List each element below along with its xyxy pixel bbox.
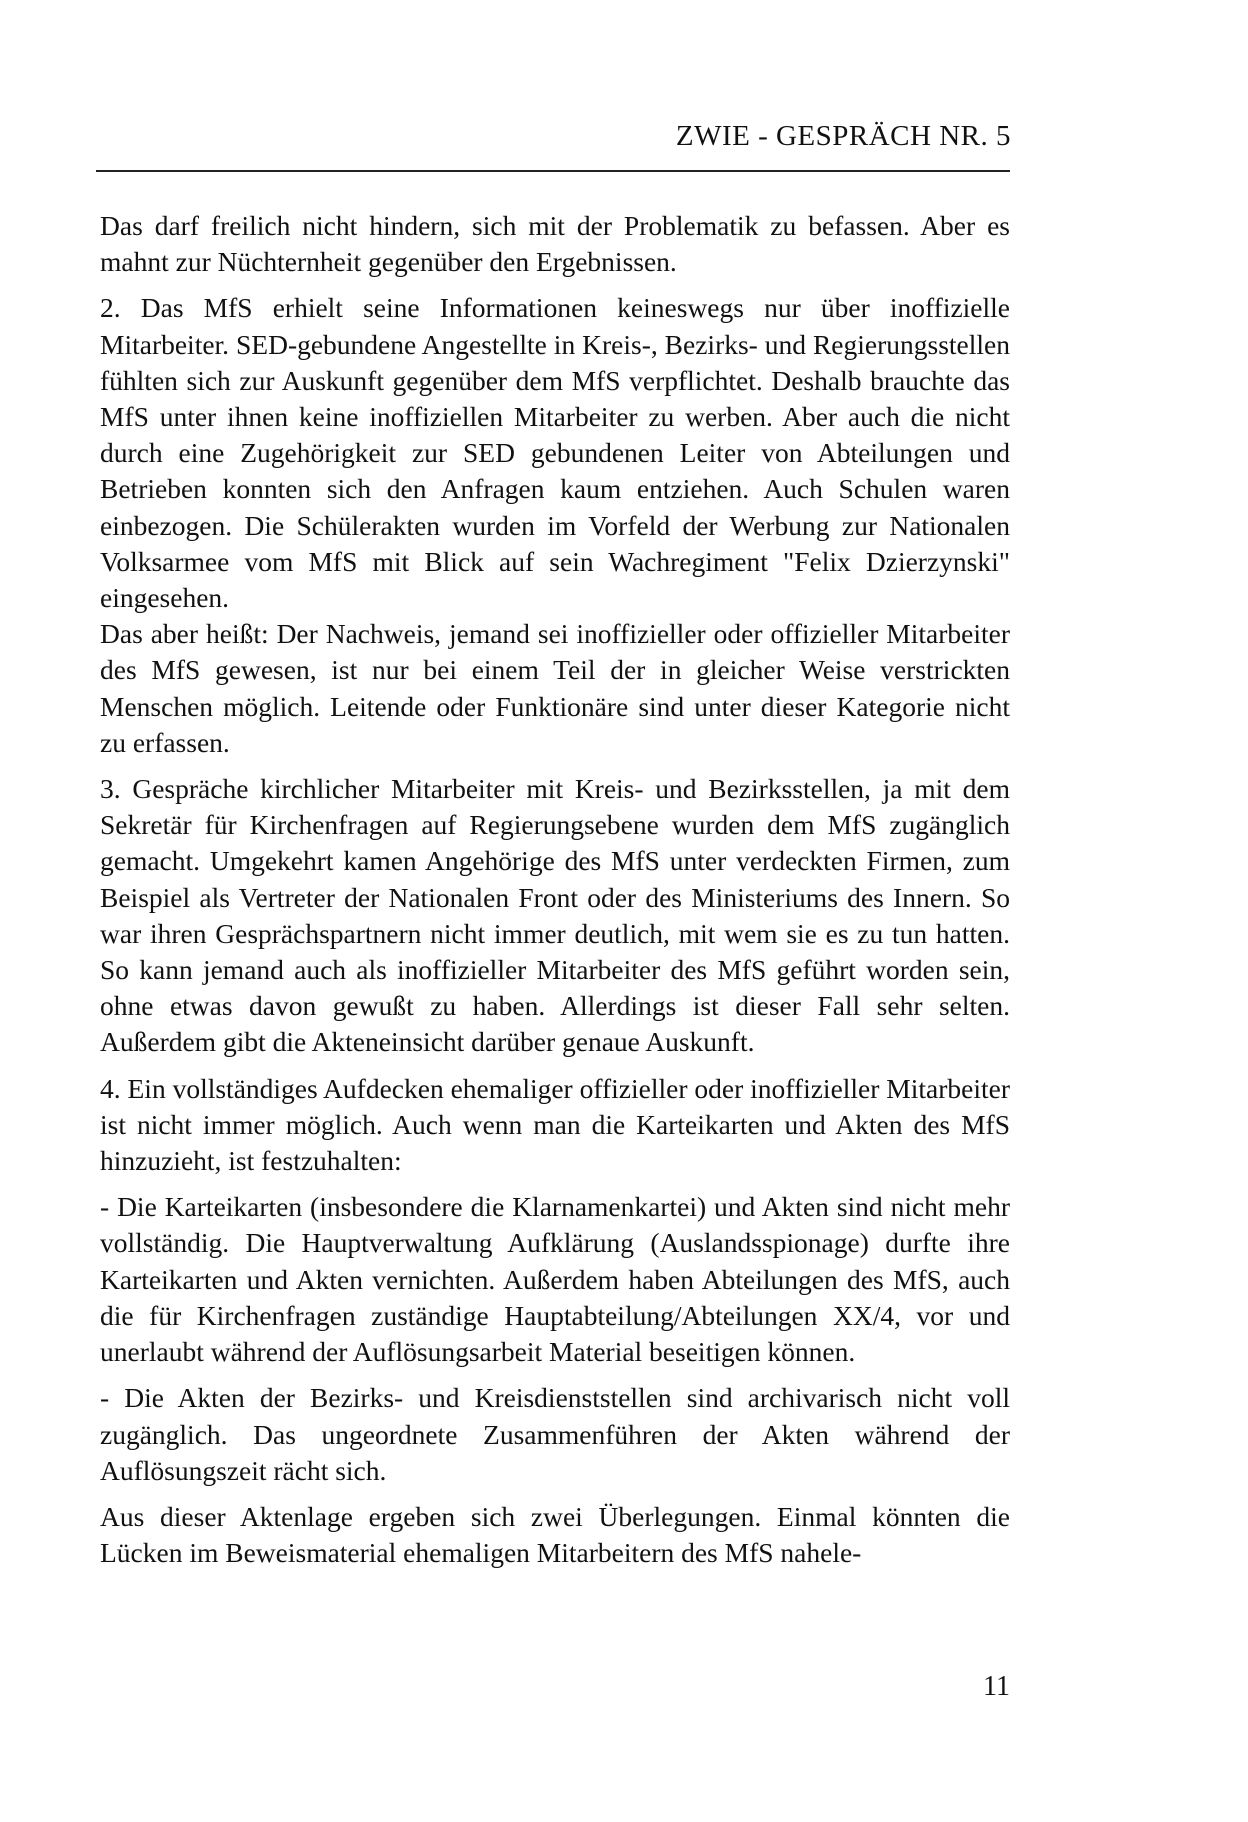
paragraph-bullet-karteikarten: - Die Karteikarten (insbesondere die Klarnamenkartei) und Akten sind nicht mehr vollständig. Die Hauptverwaltung Aufklärung (Auslandsspionage) durfte ihre Karteikarten und Akten vernichten. Außerdem haben Abteilungen des MfS, auch die für Kirchenfragen zuständige Hauptabteilung/Abteilungen XX/4, vor und unerlaubt während der Auflösungsarbeit Material beseitigen können. <box>100 1191 1010 1368</box>
paragraph-consequence: Das aber heißt: Der Nachweis, jemand sei inoffizieller oder offizieller Mitarbeiter des MfS gewesen, ist nur bei einem Teil der in gleicher Weise verstrickten Menschen möglich. Leitende oder Funktionäre sind unter dieser Kategorie nicht zu erfassen. <box>100 618 1010 758</box>
paragraph-conclusion: Aus dieser Aktenlage ergeben sich zwei Überlegungen. Einmal könnten die Lücken im Beweismaterial ehemaligen Mitarbeitern des MfS nahele- <box>100 1500 1010 1569</box>
main-text <box>100 208 1010 1581</box>
paragraph-point-4: 4. Ein vollständiges Aufdecken ehemaliger offizieller oder inoffizieller Mitarbeiter ist nicht immer möglich. Auch wenn man die Karteikarten und Akten des MfS hinzuzieht, ist festzuhalten: <box>100 1072 1010 1177</box>
header-rule <box>96 170 1010 172</box>
running-header: ZWIE - GESPRÄCH NR. 5 <box>675 120 1011 152</box>
paragraph-point-2: 2. Das MfS erhielt seine Informationen keineswegs nur über inoffizielle Mitarbeiter. SED-gebundene Angestellte in Kreis-, Bezirks- und Regierungsstellen fühlten sich zur Auskunft gegenüber dem MfS verpflichtet. Deshalb brauchte das MfS unter ihnen keine inoffiziellen Mitarbeiter zu werben. Aber auch die nicht durch eine Zugehörigkeit zur SED gebundenen Leiter von Abteilungen und Betrieben konnten sich den Anfragen kaum entziehen. Auch Schulen waren einbezogen. Die Schülerakten wurden im Vorfeld der Werbung zur Nationalen Volksarmee vom MfS mit Blick auf sein Wachregiment "Felix Dzierzynski" eingesehen. <box>100 292 1010 614</box>
page-number: 11 <box>983 1671 1010 1702</box>
paragraph-point-3: 3. Gespräche kirchlicher Mitarbeiter mit Kreis- und Bezirksstellen, ja mit dem Sekretär für Kirchenfragen auf Regierungsebene wurden dem MfS zugänglich gemacht. Umgekehrt kamen Angehörige des MfS unter verdeckten Firmen, zum Beispiel als Vertreter der Nationalen Front oder des Ministeriums des Innern. So war ihren Gesprächspartnern nicht immer deutlich, mit wem sie es zu tun hatten. So kann jemand auch als inoffizieller Mitarbeiter des MfS geführt worden sein, ohne etwas davon gewußt zu haben. Allerdings ist dieser Fall sehr selten. Außerdem gibt die Akteneinsicht darüber genaue Auskunft. <box>100 773 1010 1058</box>
paragraph-intro: Das darf freilich nicht hindern, sich mit der Problematik zu befassen. Aber es mahnt zur Nüchternheit gegenüber den Ergebnissen. <box>100 210 1010 278</box>
paragraph-bullet-akten: - Die Akten der Bezirks- und Kreisdienststellen sind archivarisch nicht voll zugänglich. Das ungeordnete Zusammenführen der Akten während der Auflösungszeit rächt sich. <box>100 1382 1010 1486</box>
